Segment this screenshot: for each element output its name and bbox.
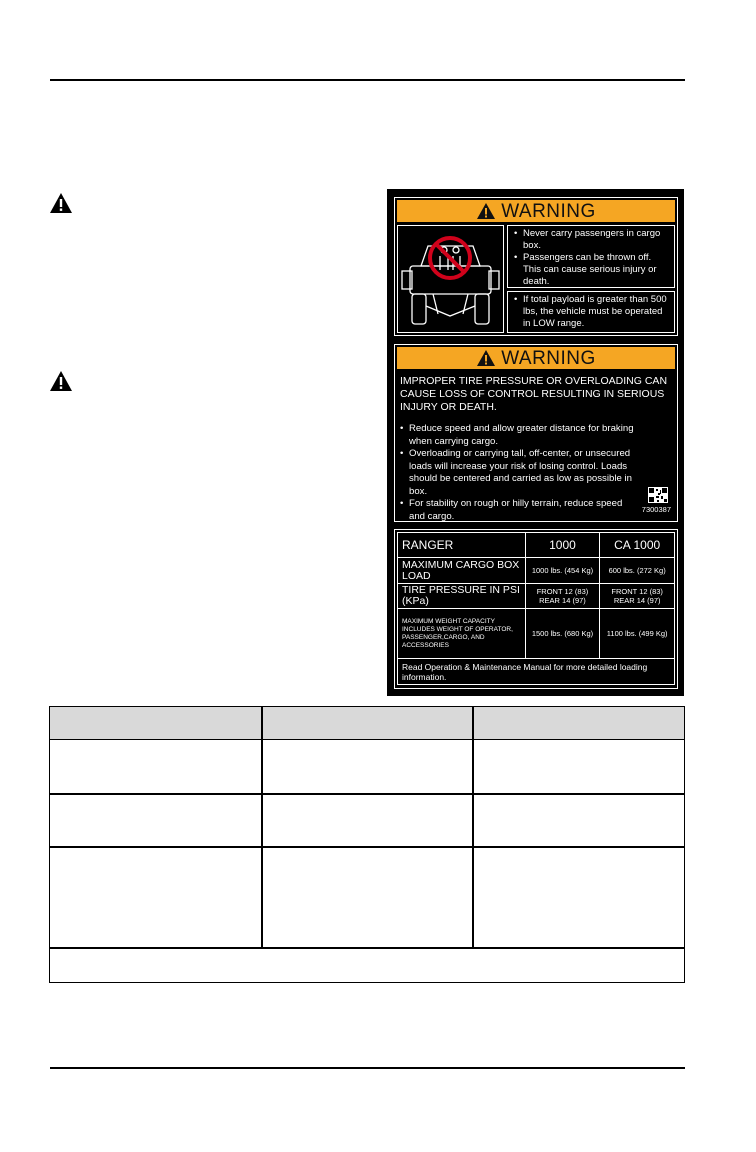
weight-label: MAXIMUM WEIGHT CAPACITY INCLUDES WEIGHT OF OPERATOR, PASSENGER,CARGO, AND ACCESSORIES xyxy=(398,609,526,659)
warning-title: WARNING xyxy=(501,347,596,369)
decal-panel-passengers xyxy=(394,197,678,336)
row-divider xyxy=(50,846,684,848)
spec-footer: Read Operation & Maintenance Manual for more detailed loading information. xyxy=(398,659,675,685)
spec-table xyxy=(397,532,675,685)
passenger-warning-box: • Never carry passengers in cargo box. • Passengers can be thrown off. This can cause serious injury or death. xyxy=(507,225,675,288)
qr-code-icon xyxy=(648,487,668,503)
cargo-label: MAXIMUM CARGO BOX LOAD xyxy=(398,558,526,584)
part-number: 7300387 xyxy=(641,505,671,514)
bullet-text: Reduce speed and allow greater distance for braking when carrying cargo. xyxy=(409,423,634,447)
warning-decal xyxy=(387,189,684,696)
no-passengers-icon xyxy=(398,226,503,332)
tire-label: TIRE PRESSURE IN PSI (KPa) xyxy=(398,584,526,609)
warning-title: WARNING xyxy=(501,200,596,222)
payload-warning-box: • If total payload is greater than 500 lbs, the vehicle must be operated in LOW range. xyxy=(507,291,675,333)
warning-triangle-icon xyxy=(476,349,496,367)
row-divider xyxy=(50,793,684,795)
warning-banner xyxy=(397,347,675,369)
column-divider xyxy=(472,707,474,949)
warning-banner xyxy=(397,200,675,222)
payload-text: If total payload is greater than 500 lbs, the vehicle must be operated in LOW range. xyxy=(523,294,667,329)
bullet-text: Passengers can be thrown off. This can cause serious injury or death. xyxy=(523,252,657,287)
weight-ca1000: 1100 lbs. (499 Kg) xyxy=(600,609,675,659)
spec-col-1000: 1000 xyxy=(525,533,600,558)
top-rule xyxy=(50,79,685,81)
bullet-text: Never carry passengers in cargo box. xyxy=(523,228,661,251)
warning-triangle-icon xyxy=(476,202,496,220)
overloading-bullets: • Reduce speed and allow greater distance for braking when carrying cargo. • Overloading or carrying tall, off-center, or unsecured loads will increase your risk of losing control. Loads should be centered and carried as low as possible in box. • For stability on rough or hilly terrain, reduce speed and cargo. xyxy=(400,423,637,523)
row-divider xyxy=(50,947,684,949)
decal-panel-tire-pressure xyxy=(394,344,678,522)
tire-ca1000: FRONT 12 (83) REAR 14 (97) xyxy=(600,584,675,609)
spec-model: RANGER xyxy=(398,533,526,558)
cargo-1000: 1000 lbs. (454 Kg) xyxy=(525,558,600,584)
tire-1000: FRONT 12 (83) REAR 14 (97) xyxy=(525,584,600,609)
bottom-rule xyxy=(50,1067,685,1069)
no-passengers-illustration xyxy=(397,225,504,333)
cargo-ca1000: 600 lbs. (272 Kg) xyxy=(600,558,675,584)
overloading-warning-lead: IMPROPER TIRE PRESSURE OR OVERLOADING CAN CAUSE LOSS OF CONTROL RESULTING IN SERIOUS INJURY OR DEATH. xyxy=(400,375,668,413)
warning-triangle-icon xyxy=(49,192,73,214)
table-header-row xyxy=(50,707,684,740)
warning-triangle-icon xyxy=(49,370,73,392)
bullet-text: For stability on rough or hilly terrain, reduce speed and cargo. xyxy=(409,498,623,522)
bottom-table xyxy=(49,706,685,983)
column-divider xyxy=(261,707,263,949)
spec-col-ca1000: CA 1000 xyxy=(600,533,675,558)
decal-panel-spec-table xyxy=(394,529,678,689)
weight-1000: 1500 lbs. (680 Kg) xyxy=(525,609,600,659)
bullet-text: Overloading or carrying tall, off-center, or unsecured loads will increase your risk of losing control. Loads should be centered and carried as low as possible in box. xyxy=(409,448,632,497)
